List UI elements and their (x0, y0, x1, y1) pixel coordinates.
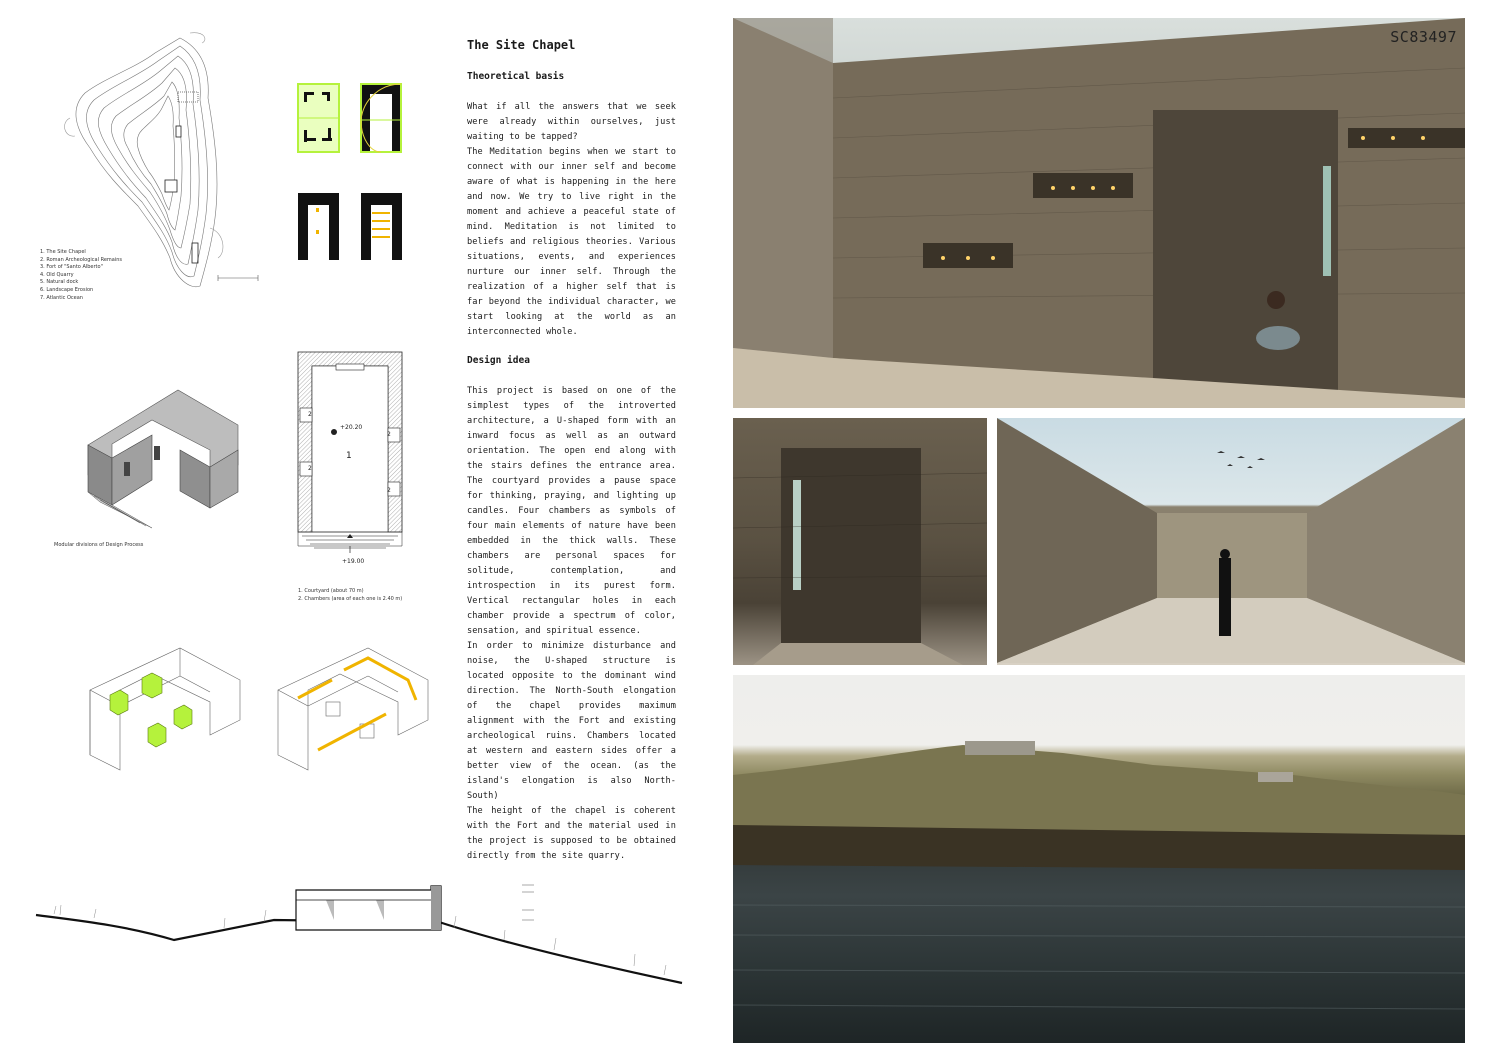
theory-paragraph: The Meditation begins when we start to connect with our inner self and become aware of what is happening in the here and now. We try to live right in the moment and achieve a peaceful state of mind. Meditation is not limited to beliefs and religious theories. Various situations, events, and experiences nurture our inner self. Through the realization of a higher self that is far beyond the individual character, we start looking at the world as an interconnected whole. (467, 147, 676, 337)
project-code: SC83497 (1390, 28, 1457, 46)
legend-item: 5. Natural dock (40, 279, 79, 286)
site-section (34, 880, 684, 990)
plan-legend-item: 2. Chambers (area of each one is 2.40 m) (298, 596, 403, 602)
chamber-number: 2 (387, 487, 391, 494)
design-heading: Design idea (467, 355, 530, 366)
legend-item: 6. Landscape Erosion (40, 286, 94, 293)
photo-island-coast (733, 675, 1465, 1043)
design-paragraph: This project is based on one of the simplest types of the introverted architecture, a U-shaped form with an inward focus as well as an outward orientation. The open end along with the stairs defines the entrance area. The courtyard provides a pause space for thinking, praying, and lighting up candles. Four chambers as symbols of four main elements of nature have been embedded in the thick walls. These chambers are personal spaces for solitude, contemplation, and introspection in its purest form. Vertical rectangular holes in each chamber provide a spectrum of color, sensation, and spiritual essence. (467, 386, 676, 636)
legend-item: 7. Atlantic Ocean (40, 294, 83, 301)
chamber-number: 2 (308, 411, 312, 418)
courtyard-number: 1 (346, 451, 352, 461)
render-chamber-interior (733, 418, 987, 665)
theory-heading: Theoretical basis (467, 71, 565, 82)
render-courtyard-visitor (997, 418, 1465, 665)
render-courtyard-meditation (733, 18, 1465, 408)
elevation-top: +20.20 (340, 424, 363, 431)
chambers-wireframe (80, 640, 250, 780)
legend-item: 4. Old Quarry (40, 271, 74, 278)
plan-legend-item: 1. Courtyard (about 70 m) (298, 588, 364, 594)
axonometric-model (60, 380, 260, 530)
plan-legend (298, 587, 402, 603)
theory-paragraph: What if all the answers that we seek were already within ourselves, just waiting to be tapped? (467, 102, 676, 142)
elevation-bottom: +19.00 (342, 558, 365, 565)
legend-item: 2. Roman Archeological Remains (40, 256, 123, 263)
chamber-number: 2 (387, 431, 391, 438)
circulation-wireframe (268, 640, 438, 780)
axon-caption: Modular divisions of Design Process (54, 542, 144, 548)
chamber-number: 2 (308, 465, 312, 472)
text-column (467, 38, 676, 864)
legend-item: 1. The Site Chapel (40, 249, 86, 255)
design-paragraph: The height of the chapel is coherent with the Fort and the material used in the project is supposed to be obtained directly from the site quarry. (467, 806, 676, 861)
legend-item: 3. Fort of "Santo Alberto" (40, 264, 103, 271)
concept-diagrams (294, 80, 409, 260)
design-paragraph: In order to minimize disturbance and noise, the U-shaped structure is located opposite to the dominant wind direction. The North-South elongation of the chapel provides maximum alignment with the Fort and existing archeological ruins. Chambers located at western and eastern sides offer a better view of the ocean. (as the island's elongation is also North-South) (467, 641, 676, 801)
site-legend (40, 249, 122, 302)
page-title: The Site Chapel (467, 38, 576, 52)
